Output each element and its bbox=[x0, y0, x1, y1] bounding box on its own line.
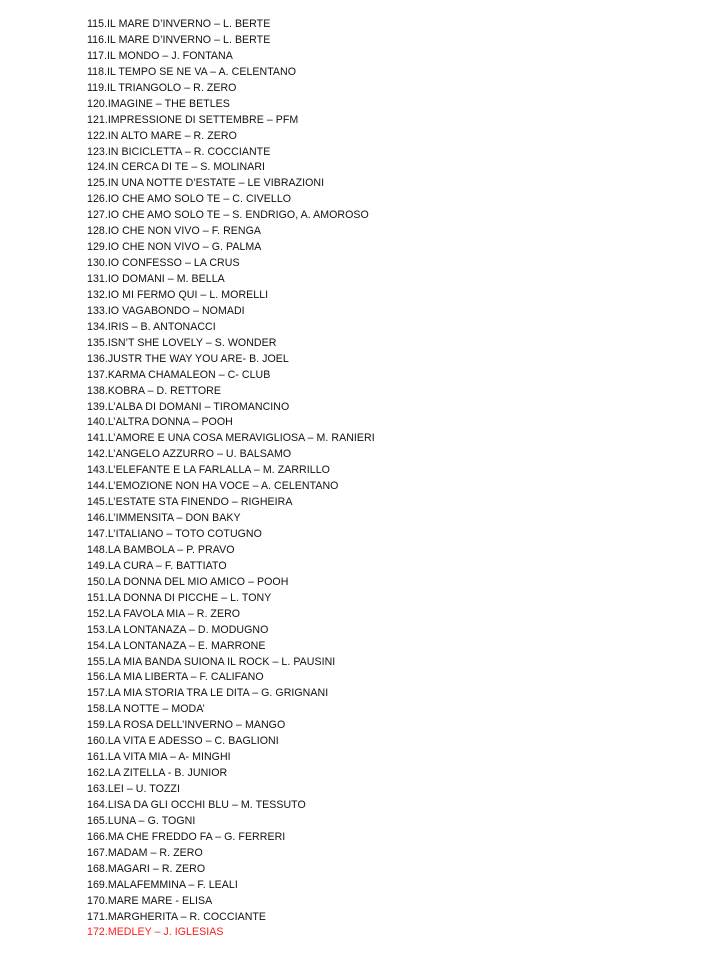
song-list-item: 158.LA NOTTE – MODA’ bbox=[87, 703, 205, 716]
song-list-item: 134.IRIS – B. ANTONACCI bbox=[87, 320, 216, 333]
song-list-item: 146.L’IMMENSITA – DON BAKY bbox=[87, 512, 241, 525]
song-list-item: 144.L’EMOZIONE NON HA VOCE – A. CELENTANO bbox=[87, 480, 339, 493]
song-list-item: 157.LA MIA STORIA TRA LE DITA – G. GRIGNANI bbox=[87, 687, 329, 700]
song-list-item: 139.L’ALBA DI DOMANI – TIROMANCINO bbox=[87, 400, 290, 413]
song-list-item: 165.LUNA – G. TOGNI bbox=[87, 814, 196, 827]
song-list-item: 171.MARGHERITA – R. COCCIANTE bbox=[87, 910, 267, 923]
song-list-item: 169.MALAFEMMINA – F. LEALI bbox=[87, 878, 238, 891]
song-list-item: 122.IN ALTO MARE – R. ZERO bbox=[87, 129, 237, 142]
song-list-item: 132.IO MI FERMO QUI – L. MORELLI bbox=[87, 288, 269, 301]
song-list-item: 161.LA VITA MIA – A- MINGHI bbox=[87, 751, 231, 764]
song-list-item: 133.IO VAGABONDO – NOMADI bbox=[87, 304, 245, 317]
song-list-item: 166.MA CHE FREDDO FA – G. FERRERI bbox=[87, 830, 286, 843]
song-list-item: 119.IL TRIANGOLO – R. ZERO bbox=[87, 81, 237, 94]
song-list-item: 163.LEI – U. TOZZI bbox=[87, 783, 180, 795]
song-list-item: 155.LA MIA BANDA SUIONA IL ROCK – L. PAUSINI bbox=[87, 655, 336, 668]
song-list-item: 130.IO CONFESSO – LA CRUS bbox=[87, 257, 240, 270]
song-list-item-highlighted: 172.MEDLEY – J. IGLESIAS bbox=[87, 926, 224, 939]
song-list-item: 168.MAGARI – R. ZERO bbox=[87, 862, 206, 875]
song-list-item: 118.IL TEMPO SE NE VA – A. CELENTANO bbox=[87, 65, 297, 78]
song-list-item: 170.MARE MARE - ELISA bbox=[87, 894, 213, 907]
song-list-item: 149.LA CURA – F. BATTIATO bbox=[87, 559, 227, 572]
song-list-item: 121.IMPRESSIONE DI SETTEMBRE – PFM bbox=[87, 113, 299, 126]
song-list-item: 160.LA VITA E ADESSO – C. BAGLIONI bbox=[87, 735, 279, 748]
song-list-item: 138.KOBRA – D. RETTORE bbox=[87, 384, 221, 397]
song-list-item: 120.IMAGINE – THE BETLES bbox=[87, 97, 230, 110]
song-list-item: 159.LA ROSA DELL’INVERNO – MANGO bbox=[87, 719, 286, 732]
song-list-item: 136.JUSTR THE WAY YOU ARE- B. JOEL bbox=[87, 352, 289, 365]
song-list-item: 150.LA DONNA DEL MIO AMICO – POOH bbox=[87, 575, 289, 588]
song-list-item: 152.LA FAVOLA MIA – R. ZERO bbox=[87, 607, 241, 620]
song-list-item: 151.LA DONNA DI PICCHE – L. TONY bbox=[87, 591, 272, 604]
song-list-item: 124.IN CERCA DI TE – S. MOLINARI bbox=[87, 161, 266, 174]
song-list-item: 140.L’ALTRA DONNA – POOH bbox=[87, 416, 233, 429]
song-list-item: 135.ISN’T SHE LOVELY – S. WONDER bbox=[87, 336, 277, 349]
song-list-item: 143.L’ELEFANTE E LA FARLALLA – M. ZARRILLO bbox=[87, 464, 330, 477]
song-list-item: 164.LISA DA GLI OCCHI BLU – M. TESSUTO bbox=[87, 798, 306, 811]
song-list-item: 162.LA ZITELLA - B. JUNIOR bbox=[87, 767, 228, 780]
song-list-item: 148.LA BAMBOLA – P. PRAVO bbox=[87, 543, 235, 556]
song-list-item: 153.LA LONTANAZA – D. MODUGNO bbox=[87, 623, 269, 636]
song-list-item: 128.IO CHE NON VIVO – F. RENGA bbox=[87, 225, 261, 238]
song-list-item: 129.IO CHE NON VIVO – G. PALMA bbox=[87, 241, 262, 254]
song-list-item: 141.L’AMORE E UNA COSA MERAVIGLIOSA – M. RANIERI bbox=[87, 432, 375, 445]
song-list-item: 147.L’ITALIANO – TOTO COTUGNO bbox=[87, 528, 262, 540]
song-list-item: 115.IL MARE D’INVERNO – L. BERTE bbox=[87, 18, 271, 30]
song-list-item: 142.L’ANGELO AZZURRO – U. BALSAMO bbox=[87, 448, 292, 461]
song-list-item: 126.IO CHE AMO SOLO TE – C. CIVELLO bbox=[87, 193, 292, 206]
song-list-item: 145.L’ESTATE STA FINENDO – RIGHEIRA bbox=[87, 496, 293, 509]
song-list-item: 123.IN BICICLETTA – R. COCCIANTE bbox=[87, 145, 271, 158]
song-list-item: 137.KARMA CHAMALEON – C- CLUB bbox=[87, 368, 271, 381]
song-list-item: 125.IN UNA NOTTE D’ESTATE – LE VIBRAZIONI bbox=[87, 177, 325, 190]
song-list-item: 116.IL MARE D’INVERNO – L. BERTE bbox=[87, 33, 271, 46]
song-list bbox=[87, 17, 375, 941]
song-list-item: 127.IO CHE AMO SOLO TE – S. ENDRIGO, A. AMOROSO bbox=[87, 209, 369, 222]
song-list-item: 154.LA LONTANAZA – E. MARRONE bbox=[87, 639, 266, 652]
song-list-item: 131.IO DOMANI – M. BELLA bbox=[87, 273, 225, 285]
song-list-item: 117.IL MONDO – J. FONTANA bbox=[87, 49, 233, 62]
song-list-item: 156.LA MIA LIBERTA – F. CALIFANO bbox=[87, 671, 264, 684]
song-list-item: 167.MADAM – R. ZERO bbox=[87, 846, 203, 859]
